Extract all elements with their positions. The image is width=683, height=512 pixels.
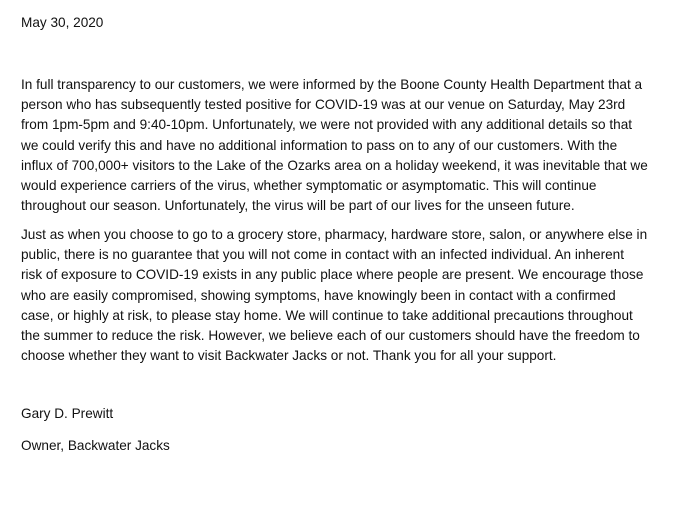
paragraph-line: Just as when you choose to go to a grocery store, pharmacy, hardware store, salon, or anywhere else in	[21, 227, 648, 242]
paragraph-line: influx of 700,000+ visitors to the Lake of the Ozarks area on a holiday weekend, it was inevitable that we	[21, 157, 648, 173]
paragraph-2	[21, 225, 671, 366]
paragraph-line: from 1pm-5pm and 9:40-10pm. Unfortunately, we were not provided with any additional details so that	[21, 117, 633, 133]
paragraph-line: In full transparency to our customers, we were informed by the Boone County Health Department that a	[21, 77, 643, 92]
signature-title: Owner, Backwater Jacks	[21, 438, 170, 453]
paragraph-line: would experience carriers of the virus, whether symptomatic or asymptomatic. This will continue	[21, 178, 597, 194]
paragraph-line: risk of exposure to COVID-19 exists in any public place where people are present. We encourage those	[21, 267, 644, 283]
letter-date: May 30, 2020	[21, 15, 104, 30]
paragraph-line: we could verify this and have no additional information to pass on to any of our customers. With the	[21, 137, 618, 153]
paragraph-line: the summer to reduce the risk. However, we believe each of our customers should have the freedom to	[21, 328, 640, 344]
paragraph-line: choose whether they want to visit Backwater Jacks or not. Thank you for all your support.	[21, 348, 557, 364]
paragraph-line: who are easily compromised, showing symptoms, have knowingly been in contact with a confirmed	[21, 287, 616, 303]
paragraph-line: throughout our season. Unfortunately, the virus will be part of our lives for the unseen future.	[21, 198, 575, 214]
paragraph-1	[21, 75, 671, 216]
signature-name: Gary D. Prewitt	[21, 406, 114, 421]
paragraph-line: case, or highly at risk, to please stay home. We will continue to take additional precautions throughout	[21, 307, 633, 323]
paragraph-line: person who has subsequently tested positive for COVID-19 was at our venue on Saturday, May 23rd	[21, 97, 626, 113]
paragraph-line: public, there is no guarantee that you will not come in contact with an infected individual. An inherent	[21, 247, 625, 263]
